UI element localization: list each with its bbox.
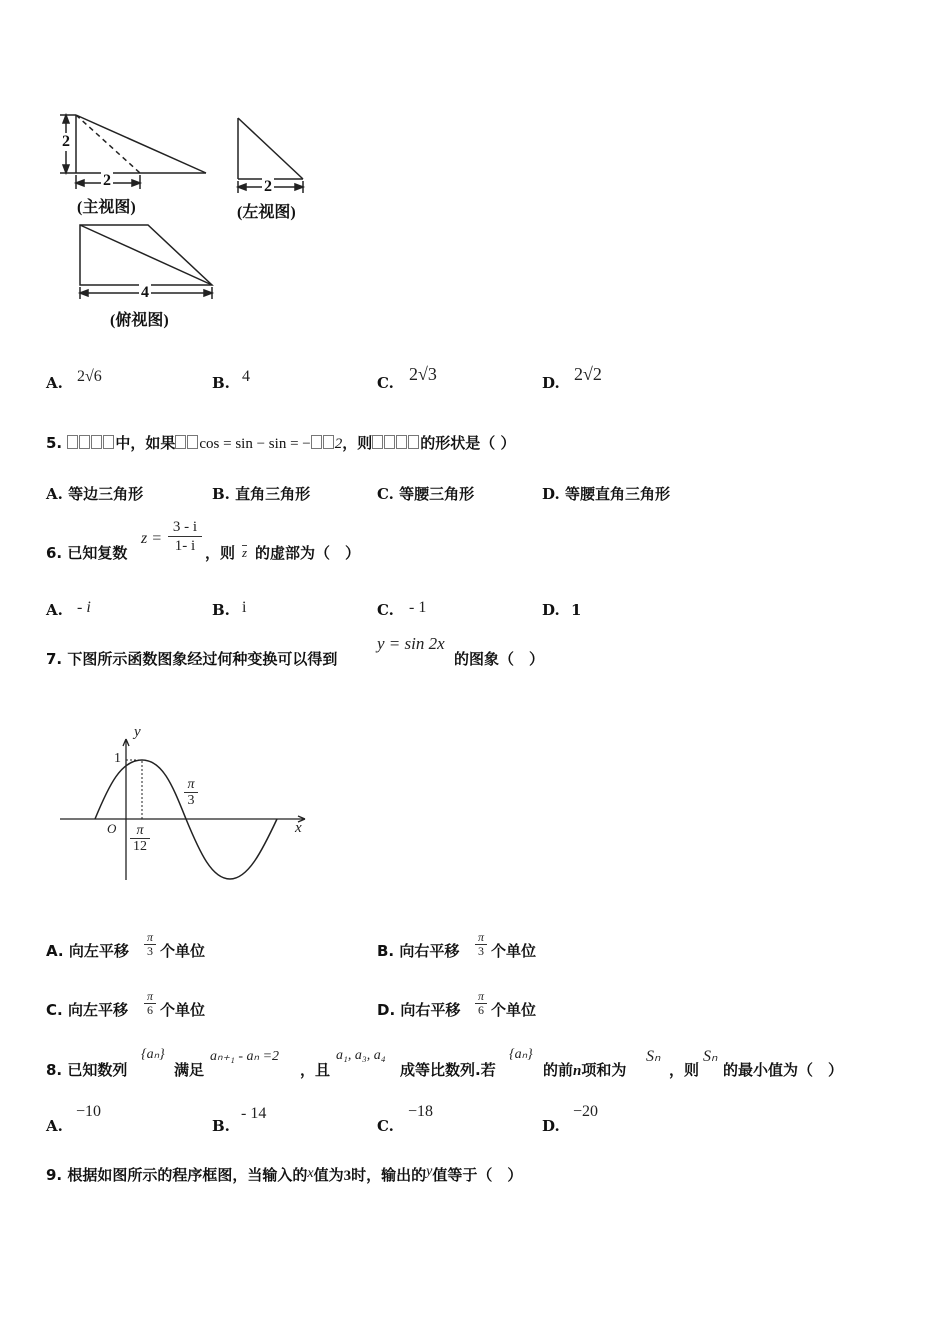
q8-text-7: ，则 [669,1061,700,1079]
q9-x: x [307,1166,314,1181]
q5-option-b [212,483,310,504]
q8-text-6: 项和为 [581,1061,627,1079]
three-view-diagram [50,105,380,335]
q7-option-a-post: 个单位 [160,942,206,960]
q7-option-a-num: π [146,930,153,944]
q6-option-c-letter: C. [377,601,394,619]
q7-option-d-num: π [477,989,484,1003]
q8-n: n [573,1063,582,1079]
q7-option-b-letter: B. [377,942,395,960]
q7-option-a [46,940,129,961]
q8-sn-1: Sₙ [646,1048,661,1065]
graph-pi-over-12 [130,823,150,854]
q8-text-1: 已知数列 [67,1061,128,1079]
q8-relation: aₙ₊₁ - aₙ =2 [210,1049,280,1064]
q8-number: 8. [46,1061,63,1079]
q7-option-d-den: 6 [475,1003,487,1017]
missing-glyph-boxes [67,434,115,452]
front-view [60,115,206,189]
q7-option-b-pre: 向右平移 [399,942,460,960]
q7-prefix [46,648,337,669]
q8-seq-1: {aₙ} [141,1047,165,1062]
q8-option-b-letter: B. [212,1117,230,1135]
q6-zbar: z [242,545,248,560]
q6-z-eq: z = [141,530,163,547]
q4-option-c-value: 2√3 [409,364,437,384]
graph-pi-over-3-den: 3 [184,792,198,808]
q5-formula [175,436,342,452]
q6-denominator: 1- i [168,536,202,555]
q6-option-a-value: - i [77,599,91,616]
q8-text-5 [543,1059,626,1080]
q5-option-b-text: 直角三角形 [235,485,311,503]
q8-prefix [46,1059,127,1080]
q8-option-c-value: −18 [408,1103,434,1120]
q7-option-d-letter: D. [377,1001,396,1019]
q5-option-c-letter: C. [377,485,394,503]
q8-option-c-letter: C. [377,1117,394,1135]
q9-y: y [426,1164,433,1179]
q7-option-a-letter: A. [46,942,64,960]
q7-suffix: 的图象（ ） [454,650,545,668]
q6-mid: ，则 [205,544,236,562]
q4-option-c-letter: C. [377,374,394,392]
q7-option-a-fraction [144,931,156,958]
q4-option-d-letter: D. [542,374,560,392]
q9-text-4: 值等于（ ） [432,1166,523,1184]
q7-option-b-post: 个单位 [491,942,537,960]
graph-origin-label: O [107,821,117,836]
q8-option-b-value: - 14 [241,1105,267,1122]
q9-text-3: 时，输出的 [351,1166,427,1184]
q7-formula: y = sin 2x [377,634,445,653]
q4-option-d-value: 2√2 [574,364,602,384]
graph-y-label: y [134,724,141,740]
q7-option-b-fraction [475,931,487,958]
q7-option-c-post: 个单位 [160,1001,206,1019]
q7-option-c-letter: C. [46,1001,63,1019]
front-width-label: 2 [103,172,111,189]
q5-text-3: 的形状是（ ） [420,434,516,452]
q7-option-b-num: π [477,930,484,944]
q8-terms: a₁, a₃, a₄ [336,1048,386,1063]
q8-option-d-value: −20 [573,1103,599,1120]
q6-option-d-letter: D. [542,601,560,619]
q9-text-2: 值为 [313,1166,344,1184]
q7-option-d-pre: 向右平移 [400,1001,461,1019]
q7-prefix-text: 下图所示函数图象经过何种变换可以得到 [67,650,338,668]
q7-number: 7. [46,650,63,668]
q7-option-c [46,999,128,1020]
q5-option-a-text: 等边三角形 [68,485,144,503]
q5-option-a-letter: A. [46,485,63,503]
q8-text-3: ，且 [300,1061,331,1079]
q9-stem [46,1164,522,1185]
q5-option-c-text: 等腰三角形 [399,485,475,503]
q8-sn-2: Sₙ [703,1048,718,1065]
front-view-caption: (主视图) [77,199,136,216]
q8-text-4: 成等比数列.若 [400,1061,496,1079]
q7-option-c-pre: 向左平移 [67,1001,128,1019]
side-width-label: 2 [264,178,272,195]
graph-pi-over-12-num: π [136,823,144,838]
q8-seq-2: {aₙ} [509,1047,533,1062]
q6-numerator: 3 - i [172,519,198,535]
top-width-label: 4 [141,284,149,301]
q4-option-a-value: 2√6 [77,368,102,385]
q9-three: 3 [343,1168,352,1184]
q7-option-a-den: 3 [144,944,156,958]
q7-option-d-fraction [475,990,487,1017]
q4-option-b-value: 4 [242,368,250,385]
q8-option-a-value: −10 [76,1103,102,1120]
q9-number: 9. [46,1166,63,1184]
q5-text-1: 中，如果 [115,434,176,452]
q5-option-b-letter: B. [212,485,230,503]
q6-prefix-text: 已知复数 [67,544,128,562]
q6-option-c-value: - 1 [409,599,427,616]
q8-option-a-letter: A. [46,1117,63,1135]
graph-one-label: 1 [114,751,121,766]
q7-option-b [377,940,459,961]
q7-option-c-den: 6 [144,1003,156,1017]
q7-option-c-num: π [146,989,153,1003]
front-height-label: 2 [62,133,70,150]
q8-option-d-letter: D. [542,1117,560,1135]
q5-option-d-text: 等腰直角三角形 [564,485,670,503]
q5-stem [46,432,515,453]
q7-option-d-post: 个单位 [491,1001,537,1019]
q8-text-2: 满足 [174,1061,205,1079]
q7-option-a-pre: 向左平移 [68,942,129,960]
q5-option-c [377,483,474,504]
q4-option-b-letter: B. [212,374,230,392]
graph-pi-over-3-num: π [187,777,195,792]
q9-text-1: 根据如图所示的程序框图，当输入的 [67,1166,308,1184]
q5-text-2: ，则 [342,434,373,452]
graph-pi-over-12-den: 12 [130,838,150,854]
q8-text-8: 的最小值为（ ） [723,1061,844,1079]
q8-text-5a: 的前 [543,1061,574,1079]
graph-pi-over-3 [184,777,198,808]
q5-number: 5. [46,434,63,452]
q4-option-a-letter: A. [46,374,63,392]
q6-number: 6. [46,544,63,562]
q5-option-d-letter: D. [542,485,560,503]
top-view-caption: (俯视图) [110,312,169,329]
q6-option-b-letter: B. [212,601,230,619]
q5-formula-text: cos = sin − sin = − [199,436,311,452]
q7-option-b-den: 3 [475,944,487,958]
q6-prefix [46,542,127,563]
q5-formula-tail: 2 [334,436,343,452]
q5-option-d [542,483,670,504]
q6-option-b-value: i [242,599,247,616]
q7-option-d [377,999,460,1020]
q7-option-c-fraction [144,990,156,1017]
q6-suffix: 的虚部为（ ） [255,544,361,562]
side-view-caption: (左视图) [237,204,296,221]
graph-x-label: x [295,820,302,836]
q5-option-a [46,483,143,504]
q6-fraction [168,518,202,555]
q6-option-d-value: 1 [571,601,582,619]
q6-option-a-letter: A. [46,601,63,619]
